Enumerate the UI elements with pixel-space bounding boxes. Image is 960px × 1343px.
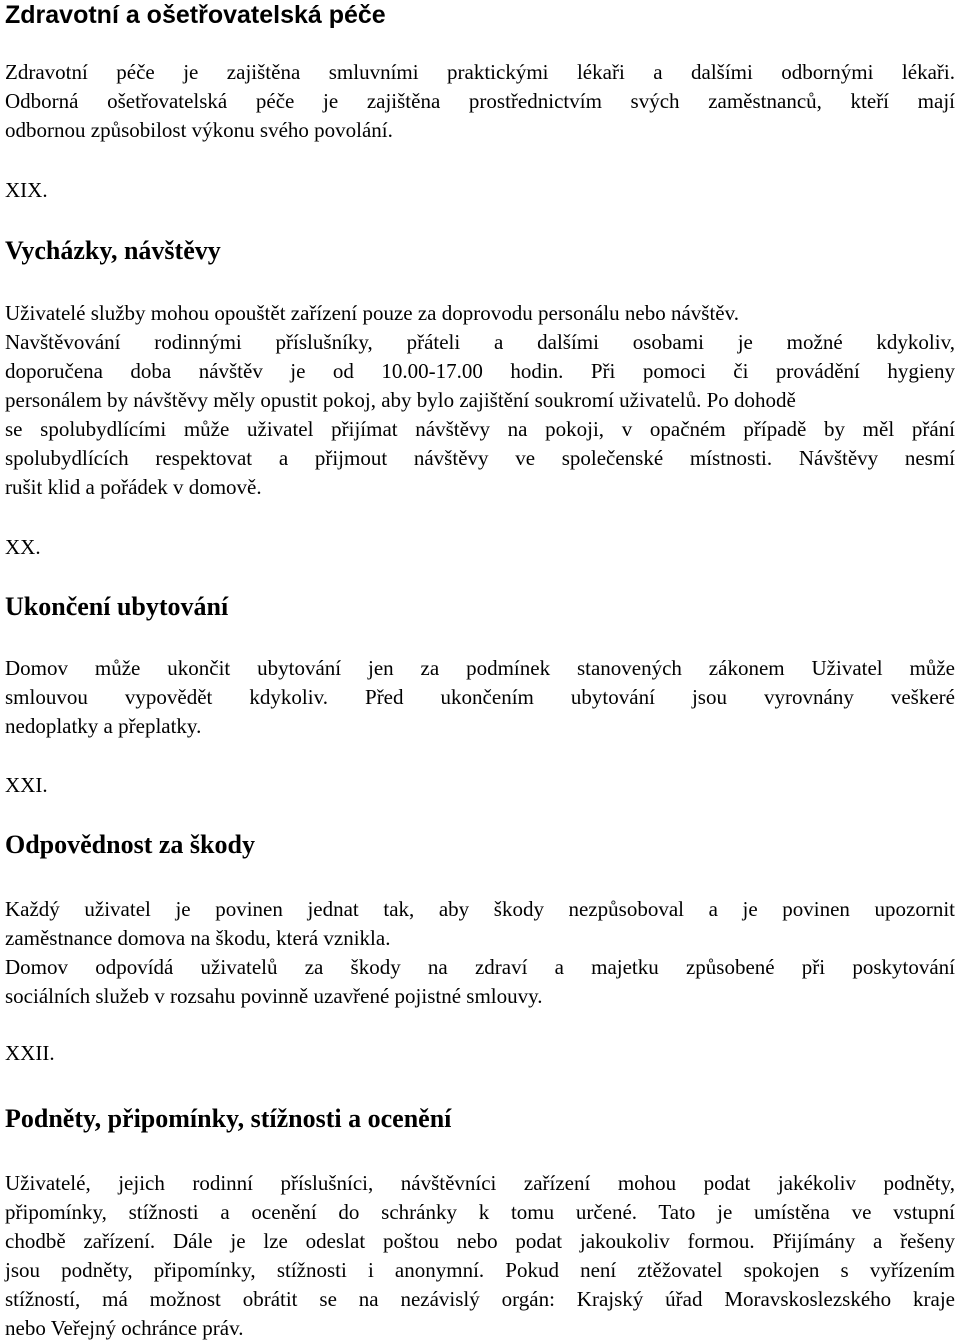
section-number-xx: XX. (5, 535, 41, 559)
section-number-xxi: XXI. (5, 773, 48, 797)
paragraph-line-part: Po dohodě (701, 388, 796, 412)
paragraph-line: zaměstnance domova na škodu, která vznikla. (5, 926, 391, 950)
paragraph-line: Domov odpovídá uživatelů za škody na zdraví a majetku způsobené při poskytování (5, 955, 955, 979)
care-paragraph (5, 58, 955, 145)
paragraph-line: nedoplatky a přeplatky. (5, 714, 202, 738)
paragraph-line: Zdravotní péče je zajištěna smluvními praktickými lékaři a dalšími odbornými lékaři. (5, 60, 955, 84)
paragraph-line-part: personálem by návštěvy měly opustit pokoj, aby bylo zajištění soukromí uživatelů. (5, 388, 702, 412)
paragraph-line: Odborná ošetřovatelská péče je zajištěna prostřednictvím svých zaměstnanců, kteří mají (5, 89, 955, 113)
paragraph-line: Uživatelé služby mohou opouštět zařízení pouze za doprovodu personálu nebo návštěv. (5, 301, 739, 325)
section-number-xxii: XXII. (5, 1041, 55, 1065)
paragraph-line: Navštěvování rodinnými příslušníky, přáteli a dalšími osobami je možné kdykoliv, (5, 330, 955, 354)
termination-paragraph (5, 654, 955, 741)
paragraph-line: Každý uživatel je povinen jednat tak, aby škody nezpůsoboval a je povinen upozornit (5, 897, 955, 921)
paragraph-line: Domov může ukončit ubytování jen za podmínek stanovených zákonem Uživatel může (5, 656, 955, 680)
section-heading-liability: Odpovědnost za škody (5, 830, 255, 859)
section-number-xix: XIX. (5, 178, 48, 202)
paragraph-line-part: Při pomoci či provádění hygieny (563, 359, 955, 383)
section-heading-visits: Vycházky, návštěvy (5, 236, 221, 265)
liability-paragraph (5, 895, 955, 1011)
paragraph-line: smlouvou vypovědět kdykoliv. Před ukončením ubytování jsou vyrovnány veškeré (5, 685, 955, 709)
section-heading-termination: Ukončení ubytování (5, 592, 229, 621)
paragraph-line: chodbě zařízení. Dále je lze odeslat poštou nebo podat jakoukoliv formou. Přijímány a řešeny (5, 1229, 955, 1253)
section-heading-complaints: Podněty, připomínky, stížnosti a ocenění (5, 1104, 452, 1133)
complaints-paragraph (5, 1169, 955, 1343)
visits-paragraph (5, 299, 955, 502)
paragraph-line: stížností, má možnost obrátit se na nezávislý orgán: Krajský úřad Moravskoslezského kraje (5, 1287, 955, 1311)
paragraph-line: spolubydlících respektovat a přijmout návštěvy ve společenské místnosti. Návštěvy nesmí (5, 446, 955, 470)
section-heading-care: Zdravotní a ošetřovatelská péče (5, 1, 386, 29)
paragraph-line: odbornou způsobilost výkonu svého povolání. (5, 118, 393, 142)
paragraph-line: sociálních služeb v rozsahu povinně uzavřené pojistné smlouvy. (5, 984, 543, 1008)
paragraph-line: nebo Veřejný ochránce práv. (5, 1316, 244, 1340)
paragraph-line: připomínky, stížnosti a ocenění do schránky k tomu určené. Tato je umístěna ve vstupní (5, 1200, 955, 1224)
paragraph-line (5, 357, 955, 386)
paragraph-line-part: doporučena doba návštěv je od 10.00-17.00 hodin. (5, 359, 564, 383)
paragraph-line: rušit klid a pořádek v domově. (5, 475, 262, 499)
paragraph-line: se spolubydlícími může uživatel přijímat návštěvy na pokoji, v opačném případě by měl přání (5, 417, 955, 441)
paragraph-line: Uživatelé, jejich rodinní příslušníci, návštěvníci zařízení mohou podat jakékoliv podněty, (5, 1171, 955, 1195)
paragraph-line (5, 386, 955, 415)
paragraph-line: jsou podněty, připomínky, stížnosti i anonymní. Pokud není ztěžovatel spokojen s vyřízením (5, 1258, 955, 1282)
